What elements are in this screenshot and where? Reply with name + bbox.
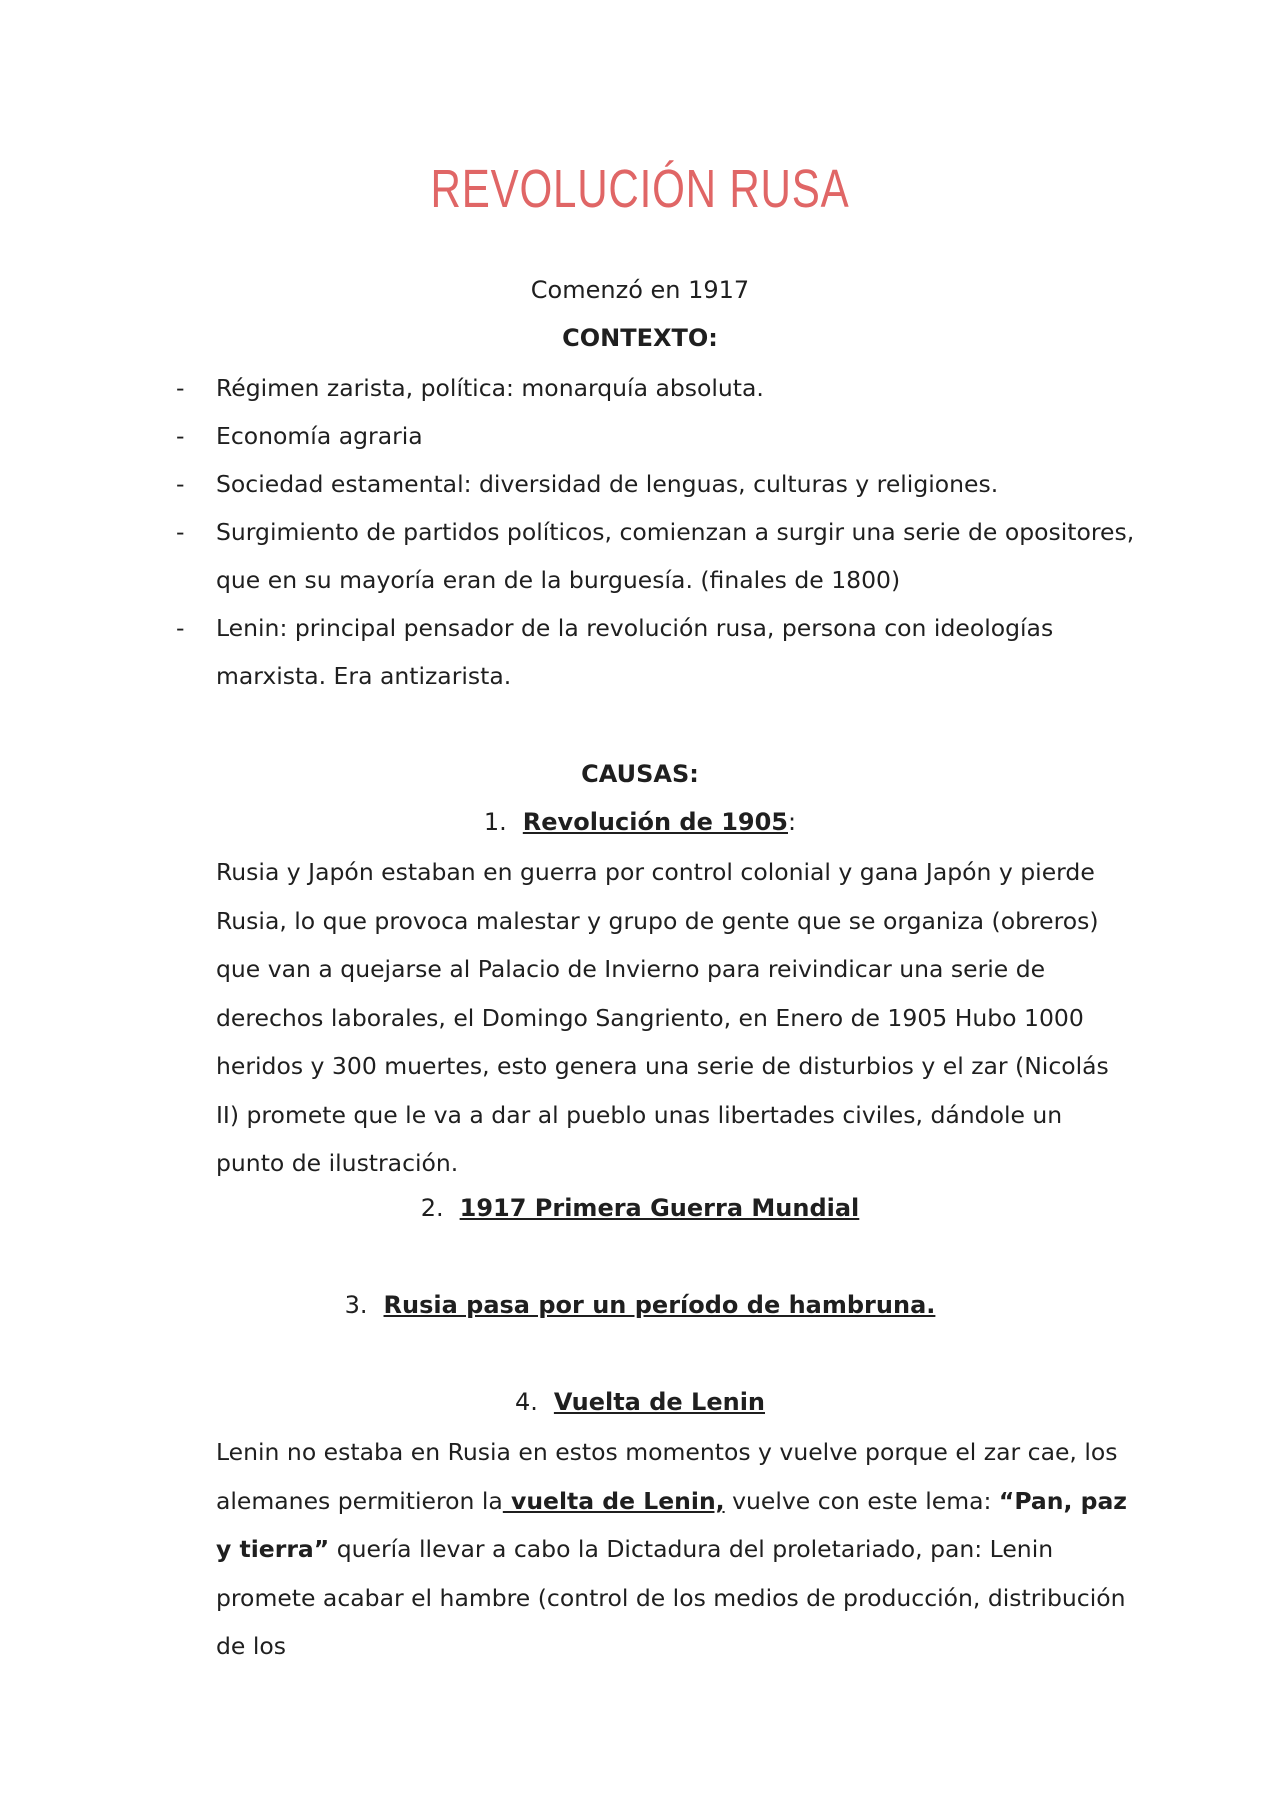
list-item: - Economía agraria — [0, 412, 1280, 460]
start-year: Comenzó en 1917 — [530, 276, 750, 304]
cause-number: 3. — [344, 1291, 368, 1319]
cause-title: Revolución de 1905 — [522, 808, 788, 836]
bullet-dash: - — [176, 470, 185, 498]
vuelta-de-lenin-emphasis: vuelta de Lenin, — [502, 1486, 725, 1515]
lenin-motto: “Pan, paz y tierra” — [216, 1486, 1127, 1563]
cause-title: Vuelta de Lenin — [553, 1388, 766, 1416]
cause-colon: : — [788, 808, 797, 836]
cause-3-heading — [0, 1291, 1280, 1319]
cause-4-heading — [0, 1388, 1280, 1416]
list-item: - Régimen zarista, política: monarquía absoluta. — [0, 364, 1280, 412]
contexto-heading: CONTEXTO: — [562, 324, 718, 352]
cause-2-heading — [0, 1194, 1280, 1222]
cause-number: 1. — [483, 808, 507, 836]
cause-1-heading — [0, 808, 1280, 836]
bullet-dash: - — [176, 422, 185, 450]
page-title: REVOLUCIÓN RUSA — [430, 159, 850, 219]
bullet-dash: - — [176, 518, 185, 546]
list-item: - Lenin: principal pensador de la revolución rusa, persona con ideologías marxista. Era antizarista. — [0, 604, 1280, 700]
cause-number: 4. — [514, 1388, 538, 1416]
bullet-dash: - — [176, 374, 185, 402]
bullet-dash: - — [176, 614, 185, 642]
cause-title: Rusia pasa por un período de hambruna. — [383, 1291, 936, 1319]
list-item: - Sociedad estamental: diversidad de lenguas, culturas y religiones. — [0, 460, 1280, 508]
contexto-list — [0, 364, 1280, 700]
cause-number: 2. — [420, 1194, 444, 1222]
cause-title: 1917 Primera Guerra Mundial — [459, 1194, 860, 1222]
list-item: - Surgimiento de partidos políticos, comienzan a surgir una serie de opositores, que en su mayoría eran de la burguesía. (finales de 1800) — [0, 508, 1280, 604]
cause-4-text: Lenin no estaba en Rusia en estos momentos y vuelve porque el zar cae, los alemanes permitieron la vuelta de Lenin, vuelve con este lema: “Pan, paz y tierra” quería llevar a cabo la Dictadura del proletariado, pan: Lenin promete acabar el hambre (control de los medios de producción, distribución de los — [216, 1438, 1127, 1660]
cause-1-text: Rusia y Japón estaban en guerra por control colonial y gana Japón y pierde Rusia, lo que provoca malestar y grupo de gente que se organiza (obreros) que van a quejarse al Palacio de Invierno para reivindicar una serie de derechos laborales, el Domingo Sangriento, en Enero de 1905 Hubo 1000 heridos y 300 muertes, esto genera una serie de disturbios y el zar (Nicolás II) promete que le va a dar al pueblo unas libertades civiles, dándole un punto de ilustración. — [216, 858, 1109, 1177]
causas-heading: CAUSAS: — [581, 760, 699, 788]
